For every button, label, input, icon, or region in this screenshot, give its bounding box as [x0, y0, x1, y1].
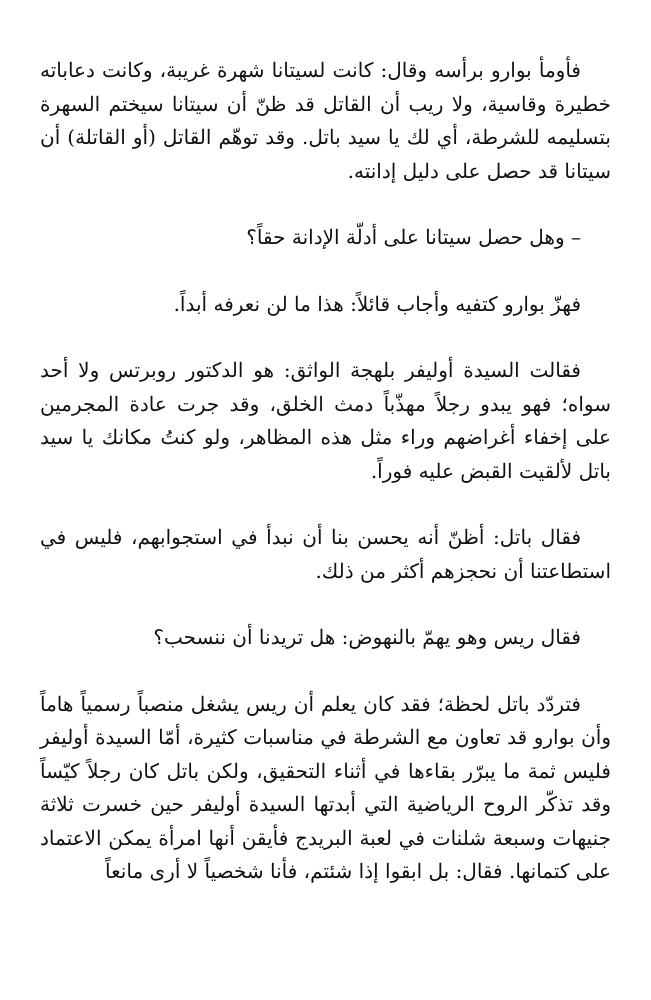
paragraph-1: فأومأ بوارو برأسه وقال: كانت لسيتانا شهرة غريبة، وكانت دعاباته خطيرة وقاسية، ولا ريب أن القاتل قد ظنّ أن سيتانا سيختم السهرة بتسليمه للشرطة، أي لك يا سيد باتل. وقد توهّم القاتل (أو القاتلة) أن سيتانا قد حصل على دليل إدانته. [40, 58, 611, 183]
paragraph-6: فقال ريس وهو يهمّ بالنهوض: هل تريدنا أن ننسحب؟ [153, 625, 581, 649]
paragraph-2: – وهل حصل سيتانا على أدلّة الإدانة حقاً؟ [246, 225, 581, 249]
paragraph-5: فقال باتل: أظنّ أنه يحسن بنا أن نبدأ في استجوابهم، فليس في استطاعتنا أن نحجزهم أكثر من ذلك. [40, 525, 611, 583]
paragraph-4: فقالت السيدة أوليفر بلهجة الواثق: هو الدكتور روبرتس ولا أحد سواه؛ فهو يبدو رجلاً مهذّباً دمث الخلق، وقد جرت عادة المجرمين على إخفاء أغراضهم وراء مثل هذه المظاهر، ولو كنتُ مكانك يا سيد باتل لألقيت القبض عليه فوراً. [40, 358, 611, 483]
book-page [40, 54, 611, 1000]
paragraph-7: فتردّد باتل لحظة؛ فقد كان يعلم أن ريس يشغل منصباً رسمياً هاماً وأن بوارو قد تعاون مع الشرطة في مناسبات كثيرة، أمّا السيدة أوليفر فليس ثمة ما يبرّر بقاءها في أثناء التحقيق، ولكن باتل كان رجلاً كيّساً وقد تذكّر الروح الرياضية التي أبدتها السيدة أوليفر حين خسرت ثلاثة جنيهات وسبعة شلنات في لعبة البريدج فأيقن أنها امرأة يمكن الاعتماد على كتمانها. فقال: بل ابقوا إذا شئتم، فأنا شخصياً لا أرى مانعاً [40, 691, 611, 883]
paragraph-3: فهزّ بوارو كتفيه وأجاب قائلاً: هذا ما لن نعرفه أبداً. [173, 291, 581, 316]
